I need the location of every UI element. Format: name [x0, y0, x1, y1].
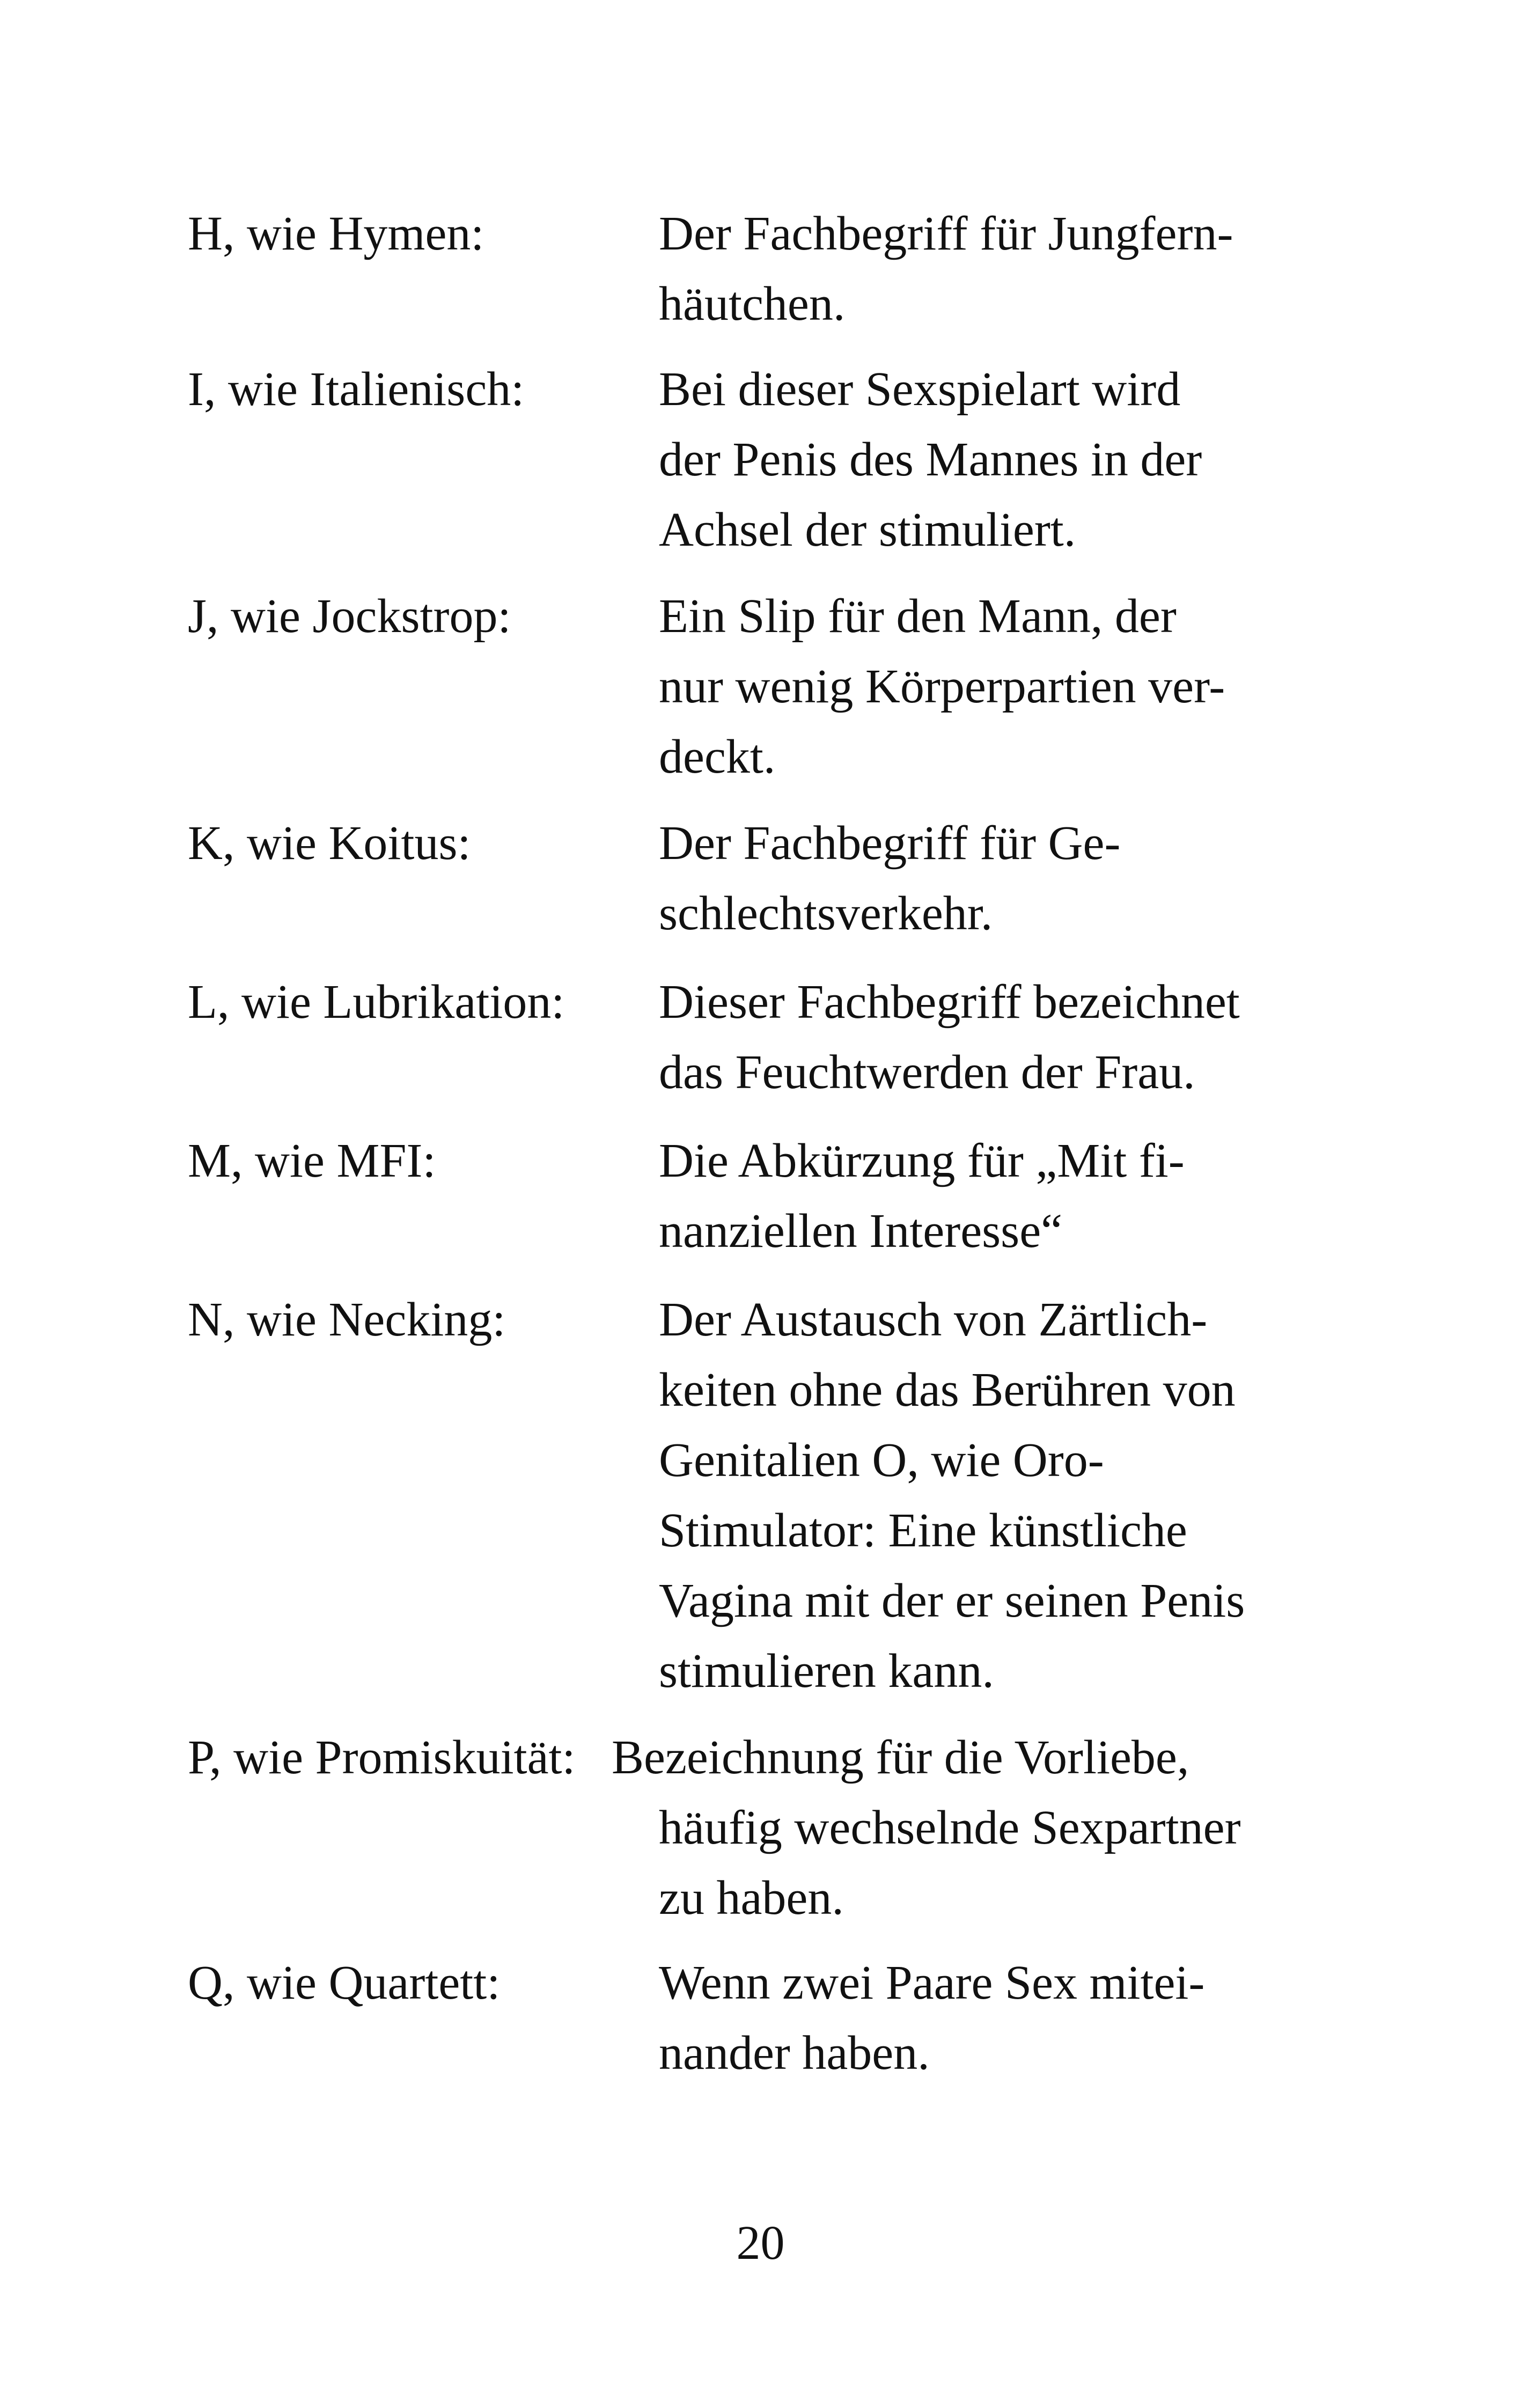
definition-line: Genitalien O, wie Oro-: [659, 1434, 1104, 1487]
entry-definition: [659, 1126, 1185, 1266]
definition-line: Der Fachbegriff für Jungfern-: [659, 207, 1233, 260]
definition-line: nander haben.: [659, 2027, 930, 2080]
entry-term: N, wie Necking:: [188, 1293, 506, 1346]
entry-definition: [659, 967, 1240, 1107]
entry-definition: [659, 1948, 1204, 2088]
definition-line: Der Austausch von Zärtlich-: [659, 1293, 1208, 1346]
definition-line: Ein Slip für den Mann, der: [659, 590, 1177, 643]
definition-line: Dieser Fachbegriff bezeichnet: [659, 975, 1240, 1029]
entry-term: Q, wie Quartett:: [188, 1956, 501, 2009]
definition-line: Die Abkürzung für „Mit fi-: [659, 1134, 1185, 1187]
entry-term: L, wie Lubrikation:: [188, 975, 565, 1029]
entry-term: I, wie Italienisch:: [188, 363, 525, 416]
entry-term: K, wie Koitus:: [188, 817, 471, 870]
page-number: 20: [736, 2216, 785, 2270]
definition-line: Der Fachbegriff für Ge-: [659, 817, 1121, 870]
definition-line: Achsel der stimuliert.: [659, 503, 1076, 556]
entry-definition: [659, 808, 1120, 949]
entry-definition: [659, 581, 1225, 792]
definition-line: das Feuchtwerden der Frau.: [659, 1046, 1195, 1099]
definition-line: nur wenig Körperpartien ver-: [659, 660, 1225, 713]
definition-line: Wenn zwei Paare Sex mitei-: [659, 1956, 1205, 2009]
definition-line: Stimulator: Eine künstliche: [659, 1504, 1187, 1557]
entry-term: P, wie Promiskuität:: [188, 1731, 576, 1784]
definition-line: der Penis des Mannes in der: [659, 433, 1202, 486]
definition-line: keiten ohne das Berühren von: [659, 1363, 1236, 1416]
definition-line: häufig wechselnde Sexpartner: [659, 1801, 1241, 1854]
entry-definition: [659, 199, 1233, 339]
entry-definition: [659, 1284, 1245, 1706]
entry-term: J, wie Jockstrop:: [188, 590, 511, 643]
definition-line: zu haben.: [659, 1871, 844, 1925]
entry-definition: [659, 354, 1202, 565]
definition-line: Vagina mit der er seinen Penis: [659, 1574, 1245, 1627]
definition-line: stimulieren kann.: [659, 1645, 994, 1698]
definition-line: häutchen.: [659, 277, 846, 331]
definition-line: Bei dieser Sexspielart wird: [659, 363, 1181, 416]
definition-line: nanziellen Interesse“: [659, 1205, 1063, 1258]
definition-line: Bezeichnung für die Vorliebe,: [612, 1731, 1189, 1784]
entry-term: M, wie MFI:: [188, 1134, 436, 1187]
definition-line: deckt.: [659, 730, 776, 783]
entry-term: H, wie Hymen:: [188, 207, 484, 260]
definition-line: schlechtsverkehr.: [659, 887, 993, 940]
entry-definition: [612, 1722, 1241, 1933]
